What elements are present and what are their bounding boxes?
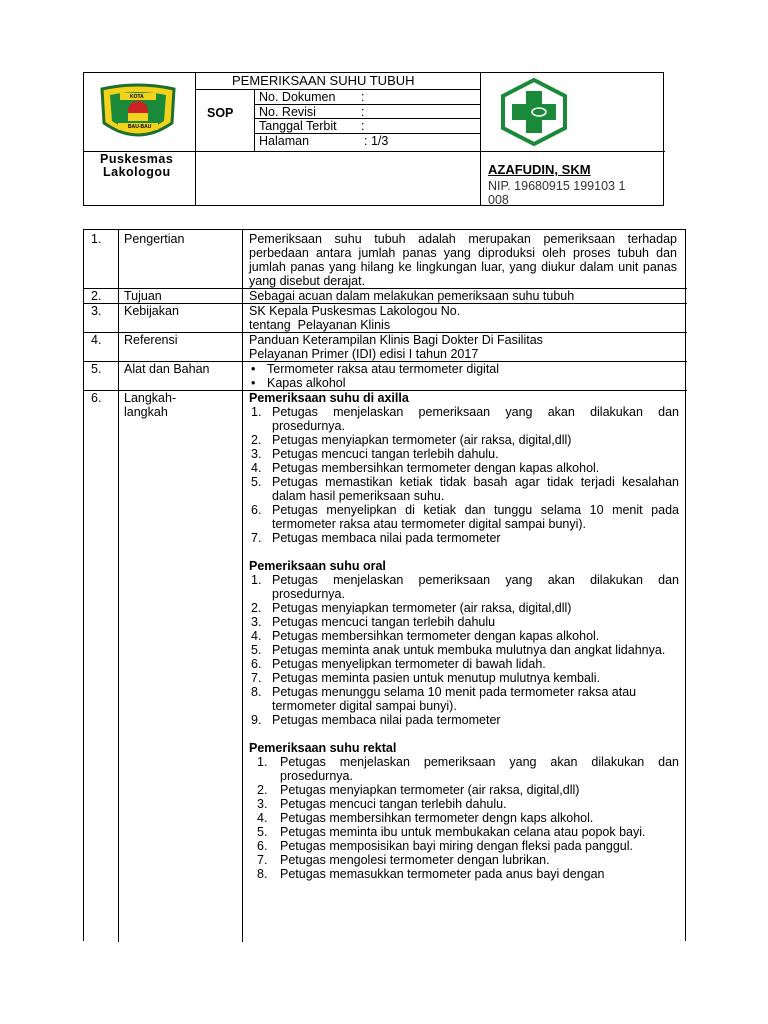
list-item: 7. Petugas mengolesi termometer dengan lubrikan. <box>257 853 550 867</box>
pengertian-text: Pemeriksaan suhu tubuh adalah merupakan pemeriksaan terhadap perbedaan antara jumlah panas yang diproduksi oleh proses tubuh dan jumlah panas yang hilang ke lingkungan luar, yang diukur dalam unit panas yang disebut derajat. <box>249 232 677 288</box>
row-number: 1. <box>91 232 102 246</box>
city-logo <box>98 83 178 143</box>
row-number: 5. <box>91 362 102 376</box>
list-item: 9. Petugas membaca nilai pada termometer <box>251 713 501 727</box>
alat-list <box>243 362 681 390</box>
list-item: 2. Petugas menyiapkan termometer (air raksa, digital,dll) <box>257 783 580 797</box>
org-name-line2: Lakologou <box>103 165 171 179</box>
meta-value-no-revisi: : <box>361 105 365 119</box>
document-title: PEMERIKSAAN SUHU TUBUH <box>232 73 415 88</box>
sop-label: SOP <box>207 106 234 120</box>
row-number: 3. <box>91 304 102 318</box>
list-item: 8. Petugas memasukkan termometer pada anus bayi dengan <box>257 867 605 881</box>
referensi-line2: Pelayanan Primer (IDI) edisi I tahun 2017 <box>249 347 479 361</box>
row-label-alat-dan-bahan: Alat dan Bahan <box>124 362 210 376</box>
list-item: 1. Petugas menjelaskan pemeriksaan yang akan dilakukan dan prosedurnya. <box>251 573 679 601</box>
signer-nip-line1: NIP. 19680915 199103 1 <box>488 179 626 193</box>
tujuan-text: Sebagai acuan dalam melakukan pemeriksaan suhu tubuh <box>249 289 575 303</box>
list-item: 1. Petugas menjelaskan pemeriksaan yang akan dilakukan dan prosedurnya. <box>251 405 679 433</box>
meta-label-no-dokumen: No. Dokumen <box>259 90 336 104</box>
row-label-referensi: Referensi <box>124 333 178 347</box>
row-label-langkah-line1: Langkah- <box>124 391 177 405</box>
row-number: 4. <box>91 333 102 347</box>
list-item: 8. Petugas menunggu selama 10 menit pada termometer raksa atau termometer digital sampai bunyi). <box>251 685 637 713</box>
meta-label-tanggal-terbit: Tanggal Terbit <box>259 119 337 133</box>
list-item: 3. Petugas mencuci tangan terlebih dahulu <box>251 615 496 629</box>
oral-title: Pemeriksaan suhu oral <box>249 559 386 573</box>
list-item: 6. Petugas menyelipkan termometer di bawah lidah. <box>251 657 546 671</box>
oral-steps <box>243 573 679 727</box>
list-item: 5. Petugas meminta ibu untuk membukakan celana atau popok bayi. <box>257 825 646 839</box>
row-label-langkah-line2: langkah <box>124 405 168 419</box>
row-label-tujuan: Tujuan <box>124 289 162 303</box>
row-label-kebijakan: Kebijakan <box>124 304 179 318</box>
kebijakan-line2: tentang Pelayanan Klinis <box>249 318 391 332</box>
list-item: 1. Petugas menjelaskan pemeriksaan yang akan dilakukan dan prosedurnya. <box>257 755 679 783</box>
referensi-line1: Panduan Keterampilan Klinis Bagi Dokter Di Fasilitas <box>249 333 543 347</box>
logo-bottom-text: BAU-BAU <box>128 124 152 130</box>
list-item: • Kapas alkohol <box>251 376 346 390</box>
list-item: 4. Petugas membersihkan termometer dengn kaps alkohol. <box>257 811 594 825</box>
list-item: 6. Petugas menyelipkan di ketiak dan tunggu selama 10 menit pada termometer raksa atau termometer digital sampai bunyi). <box>251 503 679 531</box>
meta-label-halaman: Halaman <box>259 134 310 148</box>
list-item: • Termometer raksa atau termometer digital <box>251 362 500 376</box>
list-item: 3. Petugas mencuci tangan terlebih dahulu. <box>251 447 499 461</box>
logo-top-text: KOTA <box>130 94 144 100</box>
org-name-line1: Puskesmas <box>100 152 174 166</box>
axilla-title: Pemeriksaan suhu di axilla <box>249 391 409 405</box>
langkah-content <box>243 391 679 881</box>
axilla-steps <box>243 405 679 545</box>
list-item: 4. Petugas membersihkan termometer dengan kapas alkohol. <box>251 629 600 643</box>
meta-value-tanggal-terbit: : <box>361 119 365 133</box>
meta-value-halaman: : 1/3 <box>364 134 389 148</box>
list-item: 6. Petugas memposisikan bayi miring dengan fleksi pada panggul. <box>257 839 633 853</box>
rektal-steps <box>243 755 679 881</box>
rektal-title: Pemeriksaan suhu rektal <box>249 741 397 755</box>
puskesmas-logo <box>498 77 570 147</box>
kebijakan-line1: SK Kepala Puskesmas Lakologou No. <box>249 304 461 318</box>
list-item: 2. Petugas menyiapkan termometer (air raksa, digital,dll) <box>251 433 572 447</box>
signer-name: AZAFUDIN, SKM <box>488 162 591 177</box>
row-number: 2. <box>91 289 102 303</box>
list-item: 5. Petugas meminta anak untuk membuka mulutnya dan angkat lidahnya. <box>251 643 666 657</box>
list-item: 4. Petugas membersihkan termometer dengan kapas alkohol. <box>251 461 600 475</box>
meta-value-no-dokumen: : <box>361 90 365 104</box>
sop-header-table <box>83 72 664 206</box>
meta-label-no-revisi: No. Revisi <box>259 105 316 119</box>
list-item: 7. Petugas meminta pasien untuk menutup mulutnya kembali. <box>251 671 600 685</box>
row-label-pengertian: Pengertian <box>124 232 185 246</box>
list-item: 3. Petugas mencuci tangan terlebih dahulu. <box>257 797 507 811</box>
list-item: 2. Petugas menyiapkan termometer (air raksa, digital,dll) <box>251 601 572 615</box>
signer-nip-line2: 008 <box>488 193 509 207</box>
list-item: 5. Petugas memastikan ketiak tidak basah agar tidak terjadi kesalahan dalam hasil pemeriksaan suhu. <box>251 475 679 503</box>
sop-content-table <box>83 229 686 941</box>
list-item: 7. Petugas membaca nilai pada termometer <box>251 531 501 545</box>
row-number: 6. <box>91 391 102 405</box>
